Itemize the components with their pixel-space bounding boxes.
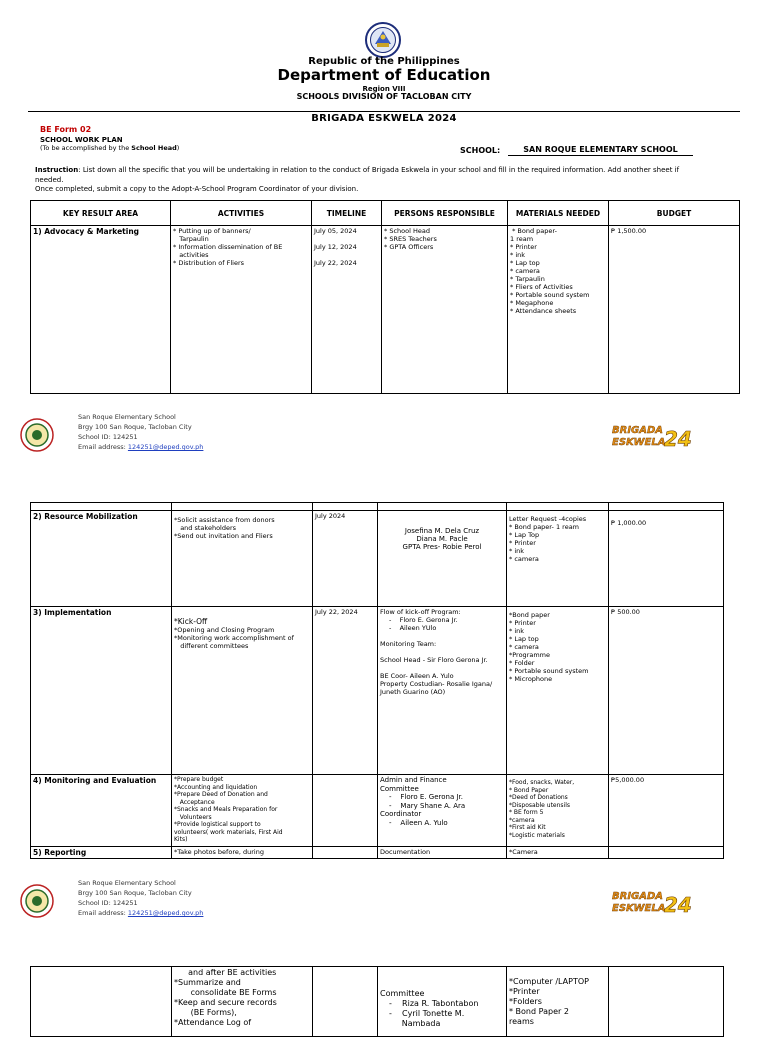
col-header: TIMELINE bbox=[312, 201, 382, 226]
republic-heading: Republic of the Philippines bbox=[308, 56, 460, 67]
work-plan-table-page1 bbox=[30, 200, 740, 394]
department-heading: Department of Education bbox=[277, 66, 491, 84]
footer-email-link[interactable]: 124251@deped.gov.ph bbox=[127, 909, 204, 917]
table-spacer-row bbox=[31, 503, 724, 511]
table-row bbox=[31, 607, 724, 775]
col-header: ACTIVITIES bbox=[171, 201, 312, 226]
timeline-cell bbox=[313, 775, 378, 847]
materials-cell: *Bond paper * Printer * ink * Lap top * camera *Programme * Folder * Portable sound system * Microphone bbox=[507, 607, 609, 775]
footer-school-id: School ID: 124251 bbox=[78, 433, 138, 441]
persons-cell: Admin and Finance Committee - Floro E. Gerona Jr. - Mary Shane A. Ara Coordinator - Aileen A. Yulo bbox=[378, 775, 507, 847]
kra-cell: 3) Implementation bbox=[31, 607, 172, 775]
svg-text:ESKWELA: ESKWELA bbox=[612, 437, 666, 448]
timeline-cell bbox=[313, 847, 378, 859]
school-seal-logo bbox=[20, 418, 54, 452]
instruction-text: Instruction: List down all the specific that you will be undertaking in relation to the conduct of Brigada Eskwela in your school and fill in the required information. Add another sheet if needed. Once completed, submit a copy to the Adopt-A-School Program Coordinator of your division. bbox=[35, 166, 680, 193]
table-row bbox=[31, 847, 724, 859]
materials-cell: *Computer /LAPTOP *Printer *Folders * Bond Paper 2 reams bbox=[507, 967, 609, 1037]
page-footer bbox=[18, 412, 748, 462]
school-field: SAN ROQUE ELEMENTARY SCHOOL bbox=[508, 145, 693, 156]
footer-address: Brgy 100 San Roque, Tacloban City bbox=[78, 423, 192, 431]
col-header: PERSONS RESPONSIBLE bbox=[382, 201, 508, 226]
footer-email-line: Email address: 124251@deped.gov.ph bbox=[78, 443, 204, 451]
school-label: SCHOOL: bbox=[460, 146, 501, 155]
svg-text:BRIGADA: BRIGADA bbox=[612, 891, 664, 902]
brigada-eskwela-logo bbox=[610, 420, 700, 450]
footer-email-link[interactable]: 124251@deped.gov.ph bbox=[127, 443, 204, 451]
form-code: BE Form 02 bbox=[40, 125, 92, 134]
timeline-cell bbox=[313, 967, 378, 1037]
footer-email-line: Email address: 124251@deped.gov.ph bbox=[78, 909, 204, 917]
form-note: (To be accomplished by the School Head) bbox=[40, 144, 180, 152]
table-row bbox=[31, 967, 724, 1037]
budget-cell: ₱ 1,000.00 bbox=[609, 511, 724, 607]
budget-cell: ₱5,000.00 bbox=[609, 775, 724, 847]
svg-text:24: 24 bbox=[664, 427, 692, 450]
kra-cell: 5) Reporting bbox=[31, 847, 172, 859]
persons-cell: Josefina M. Dela Cruz Diana M. Pacle GPTA Pres- Robie Perol bbox=[378, 511, 507, 607]
form-title: SCHOOL WORK PLAN bbox=[40, 136, 123, 144]
materials-cell: *Food, snacks, Water, * Bond Paper *Deed of Donations *Disposable utensils * BE form 5 *camera *First aid Kit *Logistic materials bbox=[507, 775, 609, 847]
table-row bbox=[31, 226, 740, 394]
footer-address-block bbox=[78, 878, 203, 918]
table-row bbox=[31, 511, 724, 607]
brigada-eskwela-logo bbox=[610, 886, 700, 916]
header-divider bbox=[28, 111, 740, 112]
budget-cell bbox=[609, 847, 724, 859]
school-seal-logo bbox=[20, 884, 54, 918]
footer-address-block bbox=[78, 412, 203, 452]
persons-cell: Documentation bbox=[378, 847, 507, 859]
kra-cell: 1) Advocacy & Marketing bbox=[31, 226, 171, 394]
svg-text:ESKWELA: ESKWELA bbox=[612, 903, 666, 914]
timeline-cell: July 05, 2024 July 12, 2024 July 22, 2024 bbox=[312, 226, 382, 394]
svg-text:24: 24 bbox=[664, 893, 692, 916]
activities-cell: and after BE activities *Summarize and consolidate BE Forms *Keep and secure records (BE Forms), *Attendance Log of bbox=[172, 967, 313, 1037]
kra-cell bbox=[31, 967, 172, 1037]
activities-cell: *Kick-Off *Opening and Closing Program *Monitoring work accomplishment of different committees bbox=[172, 607, 313, 775]
work-plan-table-page2 bbox=[30, 502, 724, 859]
budget-cell bbox=[609, 967, 724, 1037]
footer-school-name: San Roque Elementary School bbox=[78, 879, 176, 887]
persons-cell: Flow of kick-off Program: - Floro E. Gerona Jr. - Aileen YUlo Monitoring Team: School Head - Sir Floro Gerona Jr. BE Coor- Aileen A. Yulo Property Costudian- Rosalie Igana/ Juneth Guarino (AO) bbox=[378, 607, 507, 775]
footer-address: Brgy 100 San Roque, Tacloban City bbox=[78, 889, 192, 897]
activities-cell: * Putting up of banners/ Tarpaulin * Information dissemination of BE activities * Distribution of Fliers bbox=[171, 226, 312, 394]
footer-school-id: School ID: 124251 bbox=[78, 899, 138, 907]
svg-text:BRIGADA: BRIGADA bbox=[612, 425, 664, 436]
materials-cell: Letter Request -4copies * Bond paper- 1 ream * Lap Top * Printer * ink * camera bbox=[507, 511, 609, 607]
footer-school-name: San Roque Elementary School bbox=[78, 413, 176, 421]
activities-cell: *Take photos before, during bbox=[172, 847, 313, 859]
division-heading: SCHOOLS DIVISION OF TACLOBAN CITY bbox=[296, 92, 472, 101]
region-heading: Region VIII bbox=[362, 85, 406, 93]
materials-cell: *Camera bbox=[507, 847, 609, 859]
col-header: MATERIALS NEEDED bbox=[508, 201, 609, 226]
timeline-cell: July 22, 2024 bbox=[313, 607, 378, 775]
budget-cell: ₱ 1,500.00 bbox=[609, 226, 740, 394]
table-header-row bbox=[31, 201, 740, 226]
col-header: BUDGET bbox=[609, 201, 740, 226]
persons-cell: * School Head * SRES Teachers * GPTA Officers bbox=[382, 226, 508, 394]
work-plan-table-page3 bbox=[30, 966, 724, 1037]
activities-cell: *Solicit assistance from donors and stakeholders *Send out invitation and Fliers bbox=[172, 511, 313, 607]
timeline-cell: July 2024 bbox=[313, 511, 378, 607]
page-footer bbox=[18, 878, 748, 928]
col-header: KEY RESULT AREA bbox=[31, 201, 171, 226]
event-title: BRIGADA ESKWELA 2024 bbox=[311, 113, 457, 124]
budget-cell: ₱ 500.00 bbox=[609, 607, 724, 775]
activities-cell: *Prepare budget *Accounting and liquidation *Prepare Deed of Donation and Acceptance *Snacks and Meals Preparation for Volunteers *Provide logistical support to volunteers( work materials, First Aid Kits) bbox=[172, 775, 313, 847]
table-row bbox=[31, 775, 724, 847]
persons-cell: Committee - Riza R. Tabontabon - Cyril Tonette M. Nambada bbox=[378, 967, 507, 1037]
kra-cell: 4) Monitoring and Evaluation bbox=[31, 775, 172, 847]
materials-cell: * Bond paper- 1 ream * Printer * ink * Lap top * camera * Tarpaulin * Fliers of Activities * Portable sound system * Megaphone * Attendance sheets bbox=[508, 226, 609, 394]
deped-seal-logo bbox=[365, 22, 401, 58]
kra-cell: 2) Resource Mobilization bbox=[31, 511, 172, 607]
